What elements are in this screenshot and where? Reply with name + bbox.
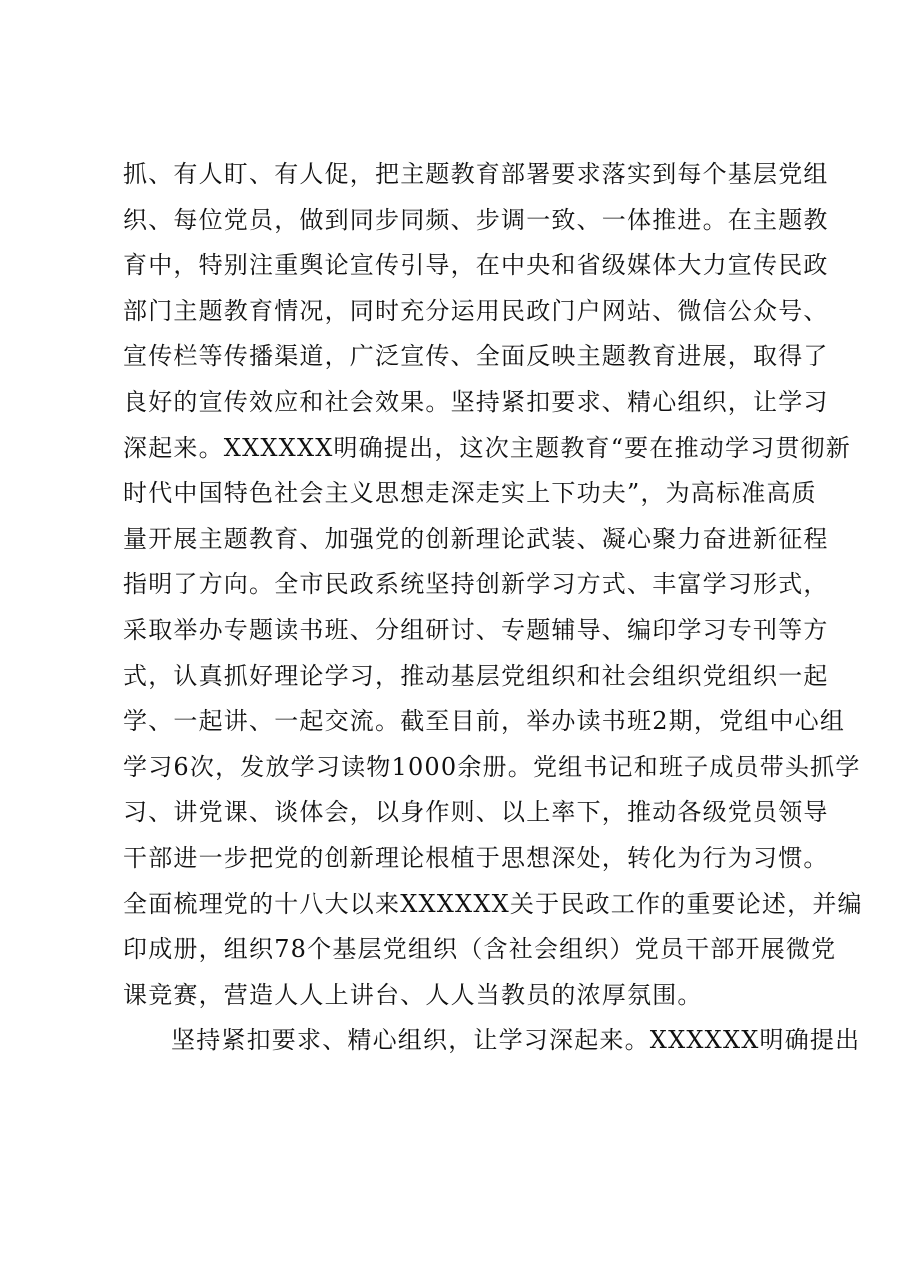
body-text	[123, 152, 863, 1064]
text-line: 宣传栏等传播渠道，广泛宣传、全面反映主题教育进展，取得了	[123, 342, 829, 371]
text-line: 式，认真抓好理论学习，推动基层党组织和社会组织党组织一起	[123, 661, 829, 690]
text-line: 学、一起讲、一起交流。截至目前，举办读书班2期，党组中心组	[123, 707, 846, 736]
text-line: 量开展主题教育、加强党的创新理论武装、凝心聚力奋进新征程	[123, 524, 829, 553]
text-line: 印成册，组织78个基层党组织（含社会组织）党员干部开展微党	[123, 935, 837, 964]
text-line: 课竞赛，营造人人上讲台、人人当教员的浓厚氛围。	[123, 980, 703, 1009]
text-line: 学习6次，发放学习读物1000余册。党组书记和班子成员带头抓学	[123, 752, 861, 781]
text-line: 深起来。XXXXXX明确提出，这次主题教育“要在推动学习贯彻新	[123, 433, 851, 462]
text-line: 干部进一步把党的创新理论根植于思想深处，转化为行为习惯。	[123, 843, 829, 872]
text-line: 育中，特别注重舆论宣传引导，在中央和省级媒体大力宣传民政	[123, 251, 829, 280]
text-line: 良好的宣传效应和社会效果。坚持紧扣要求、精心组织，让学习	[123, 387, 829, 416]
text-line: 织、每位党员，做到同步同频、步调一致、一体推进。在主题教	[123, 205, 829, 234]
text-line: 习、讲党课、谈体会，以身作则、以上率下，推动各级党员领导	[123, 798, 829, 827]
text-line: 部门主题教育情况，同时充分运用民政门户网站、微信公众号、	[123, 296, 829, 325]
paragraph-start-line: 坚持紧扣要求、精心组织，让学习深起来。XXXXXX明确提出	[171, 1026, 861, 1055]
text-line: 指明了方向。全市民政系统坚持创新学习方式、丰富学习形式，	[123, 570, 829, 599]
text-line: 时代中国特色社会主义思想走深走实上下功夫”，为高标准高质	[123, 479, 817, 508]
text-line: 采取举办专题读书班、分组研讨、专题辅导、编印学习专刊等方	[123, 615, 829, 644]
text-line: 全面梳理党的十八大以来XXXXXX关于民政工作的重要论述，并编	[123, 889, 863, 918]
text-line: 抓、有人盯、有人促，把主题教育部署要求落实到每个基层党组	[123, 160, 829, 188]
